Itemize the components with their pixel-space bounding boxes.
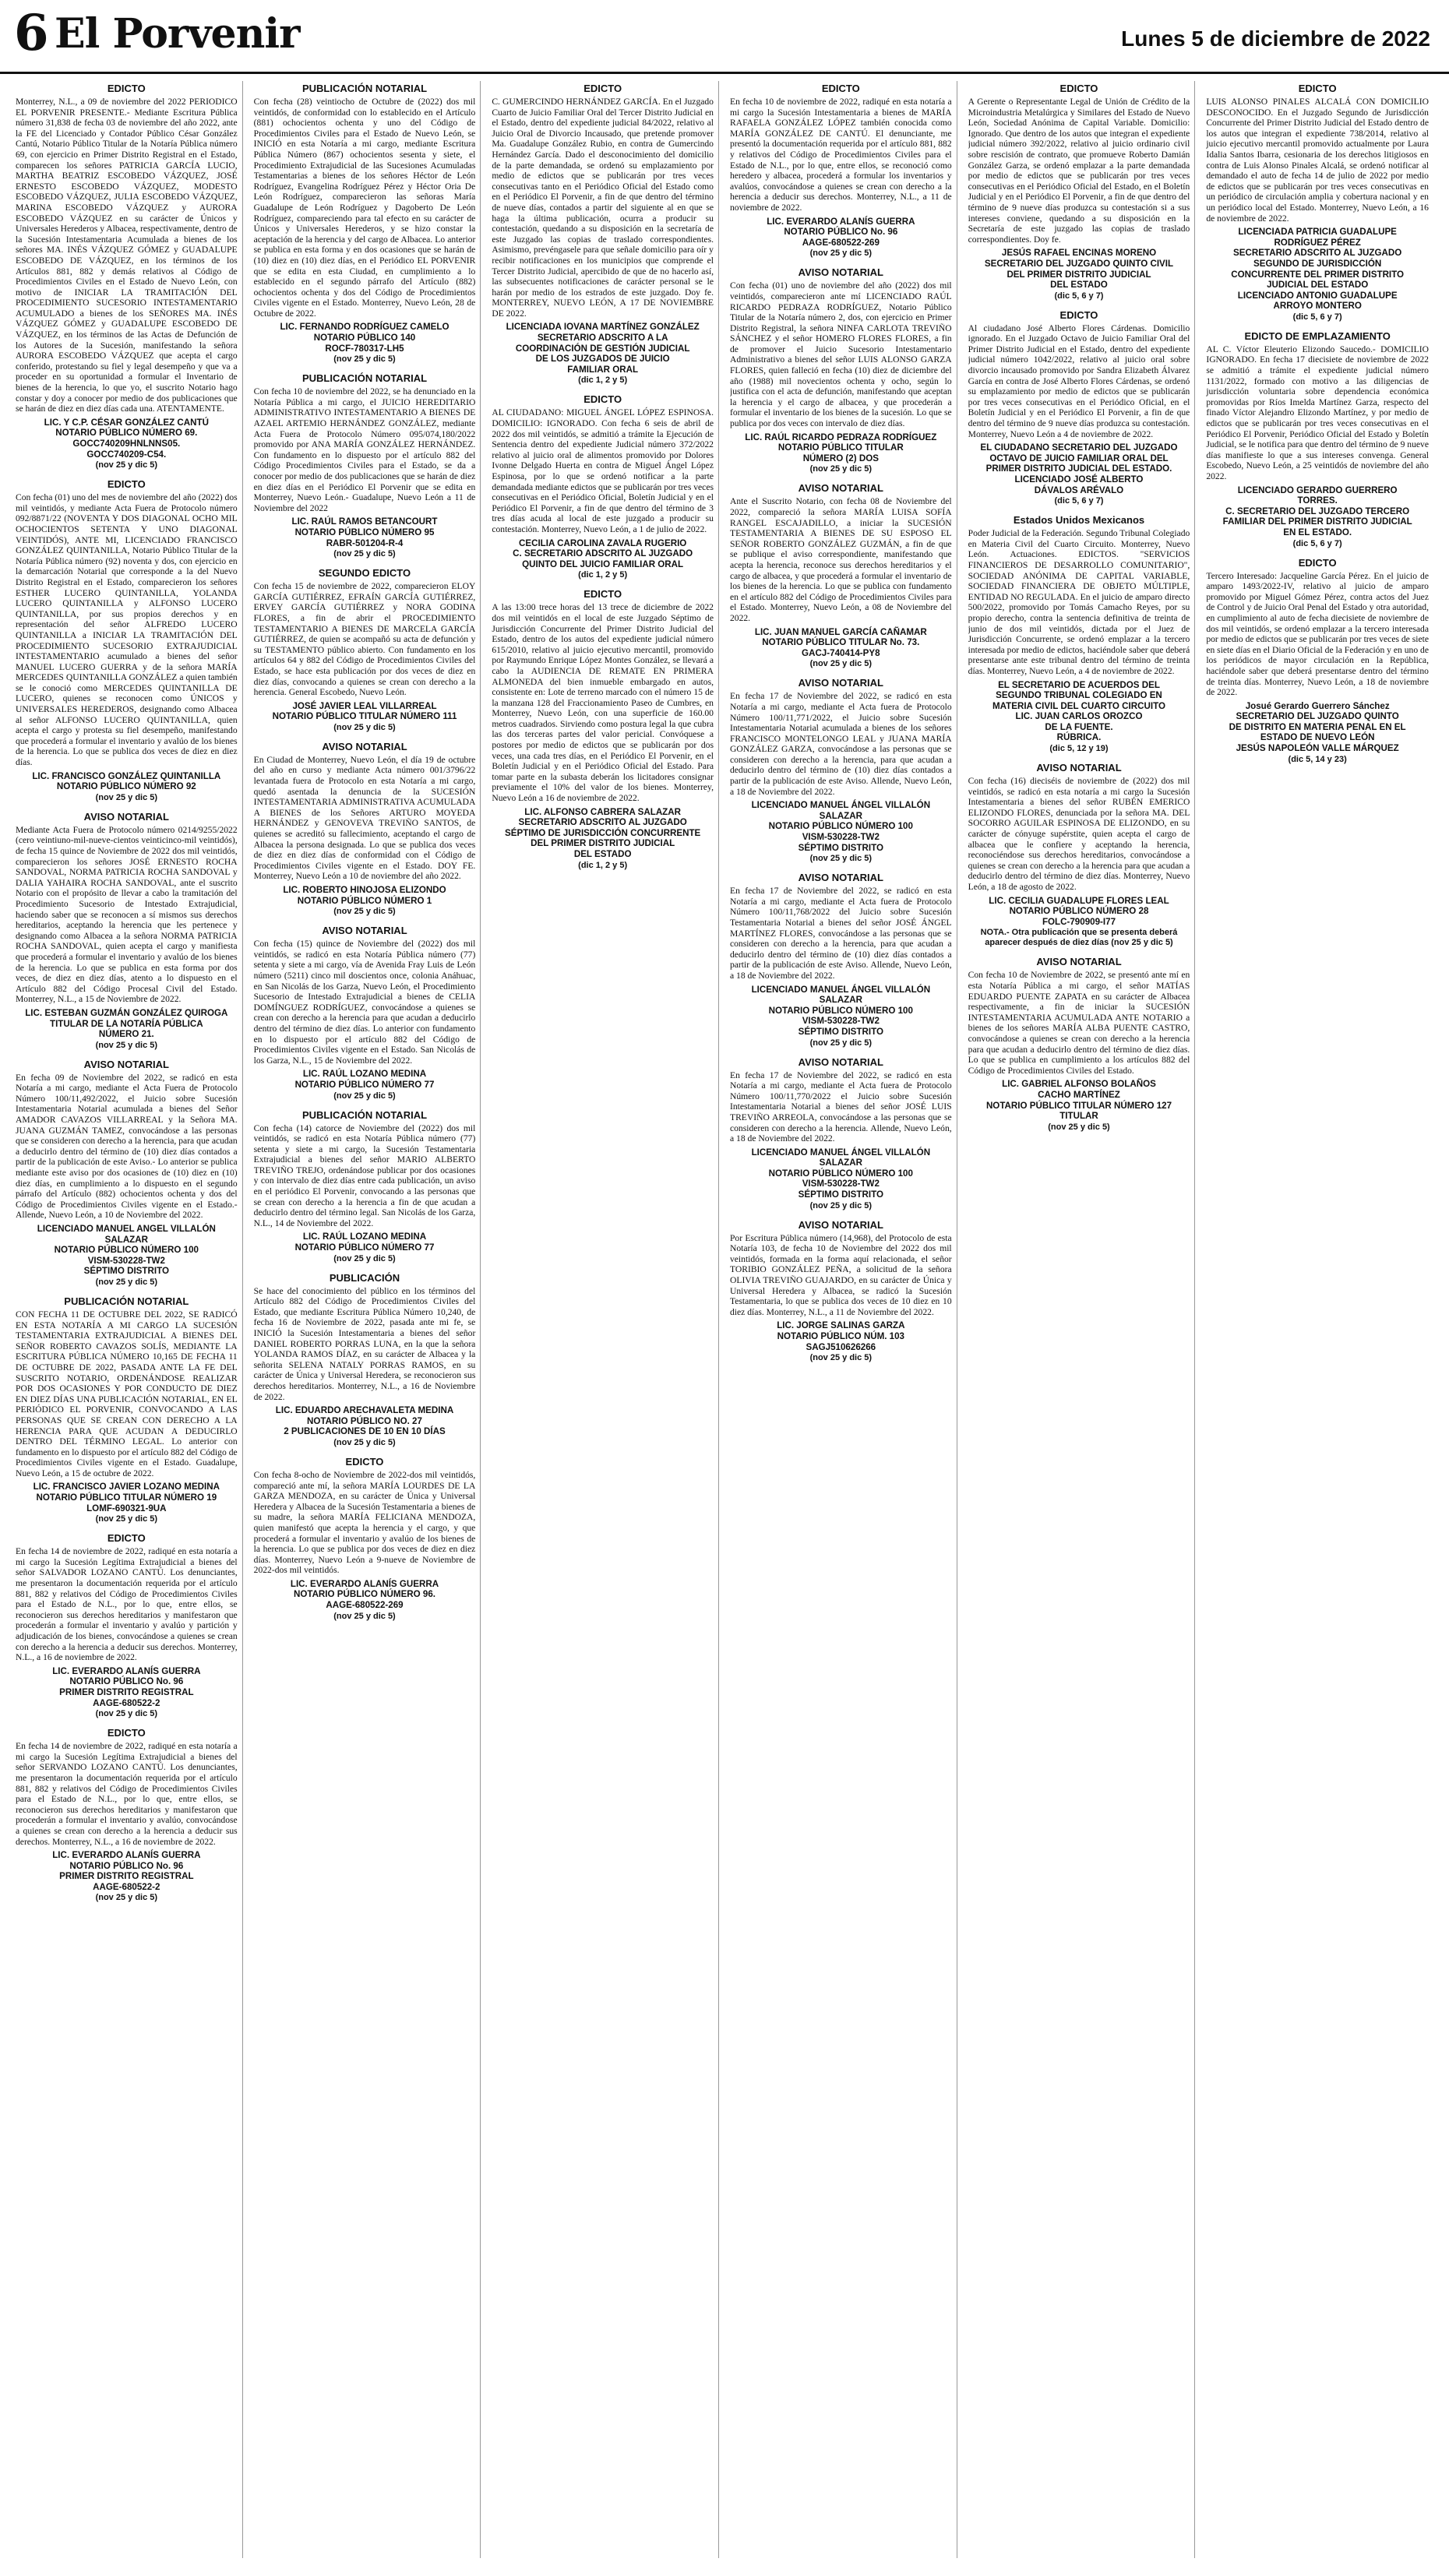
notice-signature: LICENCIADO MANUEL ANGEL VILLALÓN SALAZAR NOTARIO PÚBLICO NÚMERO 100 VISM-530228-TW2 SÉPTIMO DISTRITO [37,1224,216,1277]
notice-body: Con fecha 8-ocho de Noviembre de 2022-dos mil veintidós, compareció ante mí, la señora MARÍA LOURDES DE LA GARZA MENDOZA, en su carácter de Única y Universal Heredera y Albacea de la Sucesión Testamentaria a bienes de su madre, la señora MARÍA FELICIANA MENDOZA, quien manifestó que acepta la herencia y el cargo, y que procederá a formular el inventario y avalúo de los bienes de la herencia. Lo que se publica por dos veces de diez en diez días. Monterrey, Nuevo León a 9-nueve de Noviembre de 2022-dos mil veintidós. [253,1469,476,1576]
legal-notice [968,762,1190,948]
notice-signature: LICENCIADO MANUEL ÁNGEL VILLALÓN SALAZAR NOTARIO PÚBLICO NÚMERO 100 VISM-530228-TW2 SÉPTIMO DISTRITO [751,800,931,853]
notice-dates: (dic 5, 14 y 23) [1288,754,1347,764]
notice-body: En fecha 17 de Noviembre del 2022, se radicó en esta Notaría a mi cargo, mediante el Acta fuera de Protocolo Número 100/11,771/2022, el Juicio sobre Sucesión Intestamentaria Notarial acumulada a bienes de los señores FRANCISCO MONTELONGO LEAL y JUANA MARÍA GONZÁLEZ GARZA, convocándose a las personas que se consideren con derecho a la herencia, para que acudan a deducirlo dentro del término de (10) diez días contados a partir de la publicación de este Aviso. Allende, Nuevo León, a 18 de Noviembre del 2022. [729,691,952,797]
legal-notice [1206,330,1429,549]
notice-title: AVISO NOTARIAL [1036,762,1122,774]
notice-signature: LICENCIADO MANUEL ÁNGEL VILLALÓN SALAZAR NOTARIO PÚBLICO NÚMERO 100 VISM-530228-TW2 SÉPTIMO DISTRITO [751,984,931,1037]
notice-signature: EL SECRETARIO DE ACUERDOS DEL SEGUNDO TRIBUNAL COLEGIADO EN MATERIA CIVIL DEL CUARTO CIRCUITO LIC. JUAN CARLOS OROZCO DE LA FUENTE. RÚBRICA. [992,679,1165,743]
notice-signature: LIC. EDUARDO ARECHAVALETA MEDINA NOTARIO PÚBLICO NO. 27 2 PUBLICACIONES DE 10 EN 10 DÍAS [275,1405,454,1437]
notice-body: LUIS ALONSO PINALES ALCALÁ CON DOMICILIO DESCONOCIDO. En el Juzgado Segundo de Jurisdicción Concurrente del Primer Distrito Judicial del Estado dentro de los autos que integran el expediente 738/2014, relativo al juicio ejecutivo mercantil promovido actualmente por Laura Idalia Santos Ibarra, cesionaria de los derechos litigiosos en contra de Luis Alonso Pinales Alcalá, se ordenó notificar al demandado el auto de fecha 14 de julio de 2022 por medio de edictos que se publicarán por tres veces consecutivas en un periódico de circulación amplia y cobertura nacional y en un periódico local del Estado. Monterrey, Nuevo León, a 16 de noviembre de 2022. [1206,97,1429,224]
notice-title: PUBLICACIÓN NOTARIAL [301,83,428,94]
notice-dates: (dic 5, 6 y 7) [1054,291,1104,301]
notice-dates: (dic 5, 6 y 7) [1292,312,1342,322]
notice-title: Estados Unidos Mexicanos [1013,514,1145,527]
notice-column [968,81,1196,2558]
notice-title: EDICTO [107,1532,146,1545]
page-number: 6 [14,4,49,62]
legal-notice [730,872,952,1048]
notice-dates: (nov 25 y dic 5) [809,1353,873,1363]
notice-dates: (nov 25 y dic 5) [95,1514,158,1524]
notice-dates: (nov 25 y dic 5) [333,1437,396,1447]
notice-dates: (dic 1, 2 y 5) [578,570,628,580]
notice-signature: JESÚS RAFAEL ENCINAS MORENO SECRETARIO DEL JUZGADO QUINTO CIVIL DEL PRIMER DISTRITO JUDICIAL DEL ESTADO [984,248,1174,291]
notice-body: AL CIUDADANO: MIGUEL ÁNGEL LÓPEZ ESPINOSA. DOMICILIO: IGNORADO. Con fecha 6 seis de abril de 2022 dos mil veintidós, se admitió a trámite la Ejecución de Sentencia dentro del expediente Judicial número 372/2022 relativo al juicio oral de alimentos promovido por Dolores Ivonne Delgado Huerta en contra de Miguel Ángel López Espinosa, por lo que se ordenó notificar a la parte demandada mediante edictos que se publicarán por tres veces consecutivas en el Periódico Oficial, Boletín Judicial y en el Periódico El Porvenir, a fin de que dentro del término de 3 tres días acuda al local de este juzgado a producir su contestación. Monterrey, Nuevo León, a 1 de julio de 2022. [492,407,714,534]
notice-title: AVISO NOTARIAL [83,810,169,823]
notice-body: En fecha 14 de noviembre de 2022, radiqué en esta notaría a mi cargo la Sucesión Legítima Extrajudicial a bienes del señor SERVANDO LOZANO CANTÚ. Los denunciantes, me presentaron la documentación requerida por el artículo 881, 882 y relativos del Código de Procedimientos Civiles para el Estado de N.L., por lo que, entre ellos, se reconocieron sus derechos hereditarios y manifestaron que procederán a formular el inventario y avalúo, convocándose a quienes se crean con derecho a la herencia a deducir sus derechos. Monterrey, N.L., a 16 de noviembre de 2022. [16,1741,238,1847]
notice-signature: JOSÉ JAVIER LEAL VILLARREAL NOTARIO PÚBLICO TITULAR NÚMERO 111 [272,700,457,722]
notice-dates: (nov 25 y dic 5) [95,1893,158,1903]
notice-body: Con fecha 15 de noviembre de 2022, comparecieron ELOY GARCÍA GUTIÉRREZ, EFRAÍN GARCÍA GUTIÉRREZ, ERVEY GARCÍA GUTIÉRREZ y NORA GODINA FLORES, a fin de abrir el PROCEDIMIENTO TESTAMENTARIO A BIENES DE MARCELA GARCÍA GUTIÉRREZ, de quien se acompañó su acta de defunción y su TESTAMENTO público abierto. Con fundamento en los artículos 64 y 882 del Código de Procedimientos Civiles del Estado, se hace esta publicación por dos veces de diez en diez días, convocando a quienes se crean con derecho a la herencia. General Escobedo, Nuevo León. [253,581,476,698]
notice-title: AVISO NOTARIAL [798,1218,883,1231]
legal-notice [16,1059,238,1288]
notices-columns [16,81,1433,2558]
notice-title: EDICTO DE EMPLAZAMIENTO [1244,329,1391,342]
notice-signature: LIC. EVERARDO ALANÍS GUERRA NOTARIO PÚBLICO No. 96 PRIMER DISTRITO REGISTRAL AAGE-680522-2 [52,1850,201,1892]
notice-column [492,81,719,2558]
notice-dates: (nov 25 y dic 5) [809,1200,873,1210]
notice-body: En Ciudad de Monterrey, Nuevo León, el día 19 de octubre del año en curso y mediante Acta número 001/3796/22 levantada fuera de Protocolo en esta Notaría a mi cargo, quedó asentada la denuncia de la SUCESIÓN INTESTAMENTARIA ADMINISTRATIVA ACUMULADA A BIENES de los Señores ARTURO MOYEDA HERNÁNDEZ y GENOVEVA TREVIÑO SANTOS, de quienes se acreditó su fallecimiento, aceptando el cargo de Albacea la persona designada. Lo que se publica dos veces de diez en diez días de conformidad con el Código de Procedimientos Civiles vigente en el Estado. DOY FE. Monterrey, Nuevo León a 10 de noviembre del año 2022. [253,754,476,882]
notice-body: Con fecha (14) catorce de Noviembre del (2022) dos mil veintidós, se radicó en esta Notaría Pública número (77) setenta y siete a mi cargo, la Sucesión Testamentaria Extrajudicial a bienes del señor MARIO ALBERTO TREVIÑO TREJO, ordenándose publicar por dos ocasiones y con intervalo de diez días entre cada publicación, un aviso en el periódico El Porvenir, convocando a las personas que se crean con derecho a la herencia a fin de que acudan a deducirlo dentro del término legal. San Nicolás de los Garza, N.L., 14 de Noviembre del 2022. [253,1122,476,1228]
notice-signature: LIC. RAÚL LOZANO MEDINA NOTARIO PÚBLICO NÚMERO 77 [294,1232,435,1253]
legal-notice [730,266,952,474]
notice-title: EDICTO [345,1455,384,1468]
notice-dates: (dic 5, 6 y 7) [1292,538,1342,548]
legal-notice [254,567,476,733]
notice-dates: (nov 25 y dic 5) [809,464,873,474]
notice-title: EDICTO [107,1727,146,1739]
notice-body: En fecha 14 de noviembre de 2022, radiqué en esta notaría a mi cargo la Sucesión Legítima Extrajudicial a bienes del señor SALVADOR LOZANO CANTÚ. Los denunciantes, me presentaron la documentación requerida por el artículo 881, 882 y relativos del Código de Procedimientos Civiles para el Estado de N.L., por lo que, entre ellos, se reconocieron sus derechos hereditarios y manifestaron que procederán a formular el inventario y avalúo y partición y adjudicación de los bienes, convocándose a quienes se crean con derecho a la herencia a deducir sus derechos. Monterrey, N.L., a 16 de noviembre de 2022. [16,1546,238,1663]
legal-notice [730,1219,952,1364]
notice-signature: LICENCIADA PATRICIA GUADALUPE RODRÍGUEZ PÉREZ SECRETARIO ADSCRITO AL JUZGADO SEGUNDO DE JURISDICCIÓN CONCURRENTE DEL PRIMER DISTRITO JUDICIAL DEL ESTADO LICENCIADO ANTONIO GUADALUPE ARROYO MONTERO [1231,227,1405,312]
issue-date: Lunes 5 de diciembre de 2022 [1121,26,1430,51]
legal-notice [968,309,1190,507]
legal-notice [16,83,238,470]
notice-body: A Gerente o Representante Legal de Unión de Crédito de la Microindustria Metalúrgica y Similares del Estado de Nuevo León, Sociedad Anónima de Capital Variable. Domicilio: Ignorado. Que dentro de los autos que integran el expediente judicial número 392/2022, relativo al juicio ordinario civil sobre rescisión de contrato, que promueve Roberto Damián González Garza, se ordenó emplazar a la parte demandada por medio de edictos que se publicarán por tres veces consecutivas en el Periódico Oficial del Estado, en el Boletín Judicial y en el Periódico El Porvenir, a fin de que dentro del término de 9 nueve días produzca su contestación si a sus intereses conviene, quedando a su disposición en la Secretaría de este juzgado las copias de traslado correspondientes. Doy fe. [968,97,1190,245]
notice-signature: LIC. FRANCISCO JAVIER LOZANO MEDINA NOTARIO PÚBLICO TITULAR NÚMERO 19 LOMF-690321-9UA [33,1482,220,1514]
notice-title: AVISO NOTARIAL [798,482,883,495]
notice-title: EDICTO [1298,83,1337,94]
notice-body: Con fecha (28) veintiocho de Octubre de (2022) dos mil veintidós, de conformidad con lo establecido en el Artículo (881) ochocientos ochenta y uno del Código de Procedimientos Civiles para el Estado de Nuevo León, se INICIÓ en esta Notaría a mi cargo, mediante Escritura Pública Número (867) ochocientos sesenta y siete, el Procedimiento Extrajudicial de las Sucesiones Acumuladas Testamentarias a bienes de los señores Héctor de León Rodríguez, Evangelina Rodríguez Pérez y Héctor Oria De León Rodríguez, comparecieron las señoras María Guadalupe de León Rodríguez y Dagoberto De León Rodríguez, compareciendo para tal efecto en su carácter de Únicos y Universales Herederos, y se hizo constar la aceptación de la herencia y del cargo de Albacea. Lo anterior se publica en esta forma y en dos ocasiones que se harán de (10) diez en (10) diez días, en el Periódico EL PORVENIR que se edita en esta Ciudad, en cumplimiento a lo establecido en el segundo párrafo del Artículo (882) ochocientos ochenta y dos del Código de Procedimientos Civiles vigente en el Estado. Monterrey, Nuevo León, 28 de Octubre de 2022. [253,97,476,319]
notice-signature: LIC. EVERARDO ALANÍS GUERRA NOTARIO PÚBLICO No. 96 AAGE-680522-269 [767,216,915,248]
notice-signature: LICENCIADO GERARDO GUERRERO TORRES. C. SECRETARIO DEL JUZGADO TERCERO FAMILIAR DEL PRIMER DISTRITO JUDICIAL EN EL ESTADO. [1222,485,1412,537]
legal-notice [254,1456,476,1622]
notice-title: AVISO NOTARIAL [798,1055,883,1068]
notice-body: Con fecha (16) dieciséis de noviembre de (2022) dos mil veintidós, se radicó en esta notaría a mi cargo la Sucesión Intestamentaria a bienes del señor RUBÉN EMERICO ELIZONDO FLORES, denunciada por la señora MA. DEL SOCORRO AGUILAR ESPINOSA DE ELIZONDO, en su carácter de cónyuge supérstite, quien acepta el cargo de albacea que le confiere y aceptando la herencia, reconociéndose sus derechos hereditarios, convocándose a quienes se crean con derecho a la herencia para que acudan a deducirlo dentro del término de diez días. Monterrey, Nuevo León, a 18 de agosto de 2022. [968,776,1190,892]
legal-notice [1206,83,1429,322]
notice-dates: (nov 25 y dic 5) [95,1277,158,1287]
notice-body: CON FECHA 11 DE OCTUBRE DEL 2022, SE RADICÓ EN ESTA NOTARÍA A MI CARGO LA SUCESIÓN TESTAMENTARIA EXTRAJUDICIAL A BIENES DEL SEÑOR ROBERTO CAVAZOS SOLÍS, MEDIANTE LA ESCRITURA PÚBLICA NÚMERO 10,165 DE FECHA 11 DE OCTUBRE DE 2022, PASADA ANTE LA FE DEL SUSCRITO NOTARIO, ORDENÁNDOSE REALIZAR POR DOS OCASIONES Y POR CONDUCTO DE DIEZ EN DIEZ DÍAS UNA PUBLICACIÓN NOTARIAL, EN EL PERIÓDICO EL PORVENIR, CONVOCANDO A LAS PERSONAS QUE SE CREAN CON DERECHO A LA HERENCIA PARA QUE ACUDAN A DEDUCIRLO DENTRO DEL TÉRMINO LEGAL. Lo anterior con fundamento en lo dispuesto por el artículo 882 del Código de Procedimientos Civiles vigente en el Estado. Guadalupe, Nuevo León, a 15 de octubre de 2022. [16,1309,238,1478]
notice-column [1206,81,1433,2558]
notice-signature: LIC. ALFONSO CABRERA SALAZAR SECRETARIO ADSCRITO AL JUZGADO SÉPTIMO DE JURISDICCIÓN CONCURRENTE DEL PRIMER DISTRITO JUDICIAL DEL ESTADO [505,806,701,859]
notice-signature: CECILIA CAROLINA ZAVALA RUGERIO C. SECRETARIO ADSCRITO AL JUZGADO QUINTO DEL JUICIO FAMILIAR ORAL [513,537,693,569]
notice-dates: (nov 25 y dic 5) [95,792,158,802]
legal-notice [492,83,714,386]
notice-body: En fecha 10 de noviembre de 2022, radiqué en esta notaría a mi cargo la Sucesión Intestamentaria a bienes de MARÍA RAFAELA GONZÁLEZ LÓPEZ también conocida como MARÍA GONZÁLEZ DE CANTÚ. El denunciante, me presentó la documentación requerida por el artículo 881, 882 y relativos del Código de Procedimientos Civiles para el Estado de N.L., por lo que, entre ellos, se reconoció como heredero y albacea, procederá a formular los inventarios y avalúos, convocándose a quienes se crean con derecho a la herencia a deducir sus derechos. Monterrey, N.L., a 11 de noviembre de 2022. [729,97,952,213]
legal-notice [968,956,1190,1132]
notice-signature: LICENCIADA IOVANA MARTÍNEZ GONZÁLEZ SECRETARIO ADSCRITO A LA COORDINACIÓN DE GESTIÓN JUDICIAL DE LOS JUZGADOS DE JUICIO FAMILIAR ORAL [506,322,700,375]
notice-signature: LIC. FRANCISCO GONZÁLEZ QUINTANILLA NOTARIO PÚBLICO NÚMERO 92 [32,770,221,792]
notice-title: AVISO NOTARIAL [83,1058,169,1070]
notice-body: A las 13:00 trece horas del 13 trece de diciembre de 2022 dos mil veintidós en el local de este Juzgado Séptimo de Jurisdicción Concurrente del Primer Distrito Judicial del Estado, dentro de los autos del expediente judicial número 615/2010, relativo al juicio ejecutivo mercantil, promovido por Raymundo Enrique López Montes González, se llevará a cabo la AUDIENCIA DE REMATE EN PRIMERA ALMONEDA del bien inmueble embargado en autos, consistente en: Lote de terreno marcado con el número 15 de la manzana 128 del Fraccionamiento Paseo de Cumbres, en Monterrey, Nuevo León, con una superficie de 160.00 metros cuadrados. Sirviendo como postura legal la que cubra las dos terceras partes del valor pericial. Convóquese a postores por medio de edictos que se publicarán por dos veces, una cada tres días, en el Periódico El Porvenir, en el Boletín Judicial y en el Periódico Oficial del Estado. Para tomar parte en la subasta deberán los licitadores consignar previamente el 10% del valor de los bienes. Monterrey, Nuevo León a 16 de noviembre de 2022. [492,602,714,804]
notice-title: PUBLICACIÓN [329,1271,400,1284]
notice-dates: NOTA.- Otra publicación que se presenta deberá aparecer después de diez días (nov 25 y dic 5) [980,928,1178,948]
legal-notice [492,588,714,870]
notice-title: PUBLICACIÓN NOTARIAL [301,372,428,385]
notice-body: AL C. Víctor Eleuterio Elizondo Saucedo.- DOMICILIO IGNORADO. En fecha 17 diecisiete de noviembre de 2022 se admitió a trámite el expediente judicial número 1131/2022, formado con motivo a las diligencias de jurisdicción voluntaria sobre dependencia económica promovidas por Ríos Imelda Martínez Garza, respecto del finado Víctor Alejandro Elizondo Martínez, y por medio de edictos que se publicarán por tres veces consecutivas en el Periódico El Porvenir, Periódico Oficial del Estado y Boletín Judicial, se le notifica para que dentro del término de 9 nueve días manifieste lo que a sus intereses convenga. General Escobedo, Nuevo León, a 25 veintidós de noviembre del año 2022. [1206,344,1429,481]
notice-column [730,81,957,2558]
legal-notice [16,1295,238,1524]
notice-body: Con fecha (15) quince de Noviembre del (2022) dos mil veintidós, se radicó en esta Notaría Pública número (77) setenta y siete a mi cargo, vía de Avenida Fray Luis de León número (5211) cinco mil doscientos once, colonia Anáhuac, en San Nicolás de los Garza, Nuevo León, el Procedimiento Sucesorio de Intestado Extrajudicial a bienes de CELIA DOMÍNGUEZ RODRÍGUEZ, convocándose a quienes se crean con derecho a la herencia para que acudan a deducirlo dentro del término de diez días. Lo anterior con fundamento en lo dispuesto por el artículo 882 del Código de Procedimientos Civiles vigente en el Estado. San Nicolás de los Garza, N.L., 15 de Noviembre del 2022. [253,939,476,1066]
legal-notice [1206,557,1429,765]
notice-signature: LIC. EVERARDO ALANÍS GUERRA NOTARIO PÚBLICO No. 96 PRIMER DISTRITO REGISTRAL AAGE-680522-2 [52,1665,201,1708]
notice-signature: LIC. JUAN MANUEL GARCÍA CAÑAMAR NOTARIO PÚBLICO TITULAR No. 73. GACJ-740414-PY8 [754,626,927,658]
notice-body: En fecha 09 de Noviembre del 2022, se radicó en esta Notaría a mi cargo, mediante el Acta Fuera de Protocolo Número 100/11,492/2022, el Juicio sobre Sucesión Intestamentaria Notarial acumulada a bienes del Señor AMADOR CAVAZOS VILLARREAL y la Señora MA. JUANA GUZMÁN TAMEZ, convocándose a las personas que se consideren con derecho a la herencia, para que acudan a deducirlo dentro del término de (10) diez días contados a partir de la publicación de este Aviso.- Lo anterior se publica mediante este aviso por dos ocasiones de (10) diez en (10) diez días, en cumplimiento a lo dispuesto en el segundo párrafo del Artículo (882) ochocientos ochenta y dos del Código de Procedimientos Civiles vigente en el Estado.- Allende, Nuevo León, a 10 de Noviembre del 2022. [16,1072,238,1221]
notice-signature: Josué Gerardo Guerrero Sánchez SECRETARIO DEL JUZGADO QUINTO DE DISTRITO EN MATERIA PENAL EN EL ESTADO DE NUEVO LEÓN JESÚS NAPOLEÓN VALLE MÁRQUEZ [1229,700,1406,754]
notice-body: Con fecha 10 de Noviembre de 2022, se presentó ante mí en esta Notaría Pública a mi cargo, el señor MATÍAS EDUARDO PUENTE ZAPATA en su carácter de Albacea respectivamente, a fin de iniciar la SUCESIÓN INTESTAMENTARIA ACUMULADA ANTE NOTARIO a bienes de los señores MARÍA ALBA PUENTE CASTRO, convocándose a quienes se crean con derecho a la herencia para que acudan a deducirlo dentro del término de diez días. Lo que se publica en cumplimiento a los artículos 882 del Código de Procedimientos Civiles del Estado. [968,970,1190,1076]
notice-body: C. GUMERCINDO HERNÁNDEZ GARCÍA. En el Juzgado Cuarto de Juicio Familiar Oral del Tercer Distrito Judicial en el Estado, dentro del expediente judicial 84/2022, relativo al Juicio Oral de Divorcio Incausado, que pretende promover Ma. Guadalupe González Rubio, en contra de Gumercindo Hernández García. Dado el desconocimiento del domicilio de la parte demandada, se ordenó su emplazamiento por medio de edictos que se publicarán por tres veces consecutivas tanto en el Periódico Oficial del Estado como en el Periódico El Porvenir, a fin de que dentro del término de nueve días, contados a partir del siguiente al en que se haga la última publicación, ocurra a producir su contestación, quedando a su disposición en la secretaría de este Juzgado las copias de traslado correspondientes. Asimismo, prevéngasele para que señale domicilio para oír y recibir notificaciones en los municipios que comprende el Tercer Distrito Judicial, apercibido de que de no hacerlo así, las subsecuentes notificaciones de carácter personal se le harán por medio de los estrados de este juzgado. Doy fe. MONTERREY, NUEVO LEÓN, A 17 DE NOVIEMBRE DE 2022. [492,97,714,319]
legal-notice [492,393,714,580]
legal-notice [254,83,476,365]
notice-title: EDICTO [583,393,622,406]
notice-title: AVISO NOTARIAL [798,677,883,689]
legal-notice [16,811,238,1051]
notice-dates: (nov 25 y dic 5) [333,722,396,732]
notice-dates: (nov 25 y dic 5) [809,248,873,259]
notice-title: EDICTO [583,83,622,94]
notice-title: PUBLICACIÓN NOTARIAL [301,1108,428,1121]
legal-notice [730,1056,952,1211]
notice-body: En fecha 17 de Noviembre del 2022, se radicó en esta Notaría a mi cargo, mediante el Acta fuera de Protocolo Número 100/11,770/2022 el Juicio sobre Sucesión Intestamentaria Notarial a bienes del señor JOSÉ LUIS TREVIÑO ARREOLA, convocándose a las personas que se consideren con derecho a la herencia. Allende, Nuevo León, a 18 de Noviembre del 2022. [729,1070,952,1144]
notice-signature: LIC. ESTEBAN GUZMÁN GONZÁLEZ QUIROGA TITULAR DE LA NOTARÍA PÚBLICA NÚMERO 21. [25,1007,228,1040]
notice-body: Se hace del conocimiento del público en los términos del Artículo 882 del Código de Procedimientos Civiles del Estado, que mediante Escritura Pública Número 10,240, de fecha 16 de Noviembre de 2022, pasada ante mi fe, se INICIÓ la Sucesión Intestamentaria a bienes del señor DANIEL ROBERTO PORRAS LUNA, en la que la señora YOLANDA RAMOS DÍAZ, en su carácter de Albacea y la señorita SELENA NATALY PORRAS RAMOS, en su carácter de Única y Universal Heredera, se reconocieron sus derechos hereditarios. Monterrey, N.L., a 16 de Noviembre de 2022. [253,1285,476,1402]
notice-dates: (dic 5, 6 y 7) [1054,496,1104,506]
notice-dates: (dic 1, 2 y 5) [578,375,628,386]
notice-signature: LICENCIADO MANUEL ÁNGEL VILLALÓN SALAZAR NOTARIO PÚBLICO NÚMERO 100 VISM-530228-TW2 SÉPTIMO DISTRITO [751,1147,931,1200]
notice-title: SEGUNDO EDICTO [318,567,411,580]
notice-body: Al ciudadano José Alberto Flores Cárdenas. Domicilio ignorado. En el Juzgado Octavo de Juicio Familiar Oral del Primer Distrito Judicial en el Estado, dentro del expediente judicial número 1042/2022, relativo al juicio oral sobre divorcio incausado promovido por Sandra Elizabeth Álvarez García en contra de José Alberto Flores Cárdenas, se ordenó su emplazamiento por medio de edictos que se publicarán por tres veces consecutivas en el Periódico Oficial, en el Boletín Judicial y en el Periódico El Porvenir, a fin de que dentro del término de 9 nueve días produzca su contestación. Monterrey, Nuevo León a 4 de noviembre de 2022. [968,322,1190,439]
legal-notice [254,1109,476,1264]
notice-title: AVISO NOTARIAL [798,872,883,884]
legal-notice [968,83,1190,301]
notice-dates: (nov 25 y dic 5) [95,1709,158,1719]
notice-title: AVISO NOTARIAL [322,740,407,752]
notice-dates: (nov 25 y dic 5) [333,907,396,917]
notice-signature: LIC. RAÚL RAMOS BETANCOURT NOTARIO PÚBLICO NÚMERO 95 RABR-501204-R-4 [291,516,438,548]
legal-notice [16,1727,238,1903]
legal-notice [254,925,476,1101]
notice-signature: LIC. JORGE SALINAS GARZA NOTARIO PÚBLICO NÚM. 103 SAGJ510626266 [777,1320,905,1352]
legal-notice [730,677,952,864]
legal-notice [254,372,476,559]
notice-body: Monterrey, N.L., a 09 de noviembre del 2022 PERIODICO EL PORVENIR PRESENTE.- Mediante Escritura Pública número 31,838 de fecha 03 de noviembre del año 2022, ante la FE del Licenciado y Contador Público César González Cantú, Notario Público Titular de la Notaría Pública número 69, con ejercicio en Primer Distrito Registral en el Estado, comparecen los señores PATRICIA GARCÍA LUCIO, MARTHA BEATRIZ ESCOBEDO VÁZQUEZ, JOSÉ ERNESTO ESCOBEDO VÁZQUEZ, MODESTO ESCOBEDO VÁZQUEZ, JULIA ESCOBEDO VÁZQUEZ, MARINA ESCOBEDO VÁZQUEZ y AURORA ESCOBEDO VÁZQUEZ en su carácter de Únicos y Universales Herederos y Albacea, respectivamente, dentro de la Sucesión Intestamentaria Acumulada a bienes de los señores MA. INÉS VÁZQUEZ GÓMEZ y GUADALUPE ESCOBEDO DE VÁZQUEZ, en los términos de los Artículos 881, 882 y demás relativos al Código de Procedimientos Civiles en el Estado de Nuevo León, con motivo de INICIAR LA TRAMITACIÓN DEL PROCEDIMIENTO SUCESORIO INTESTAMENTARIO ACUMULADO a bienes de los SEÑORES MA. INÉS VÁZQUEZ GÓMEZ y GUADALUPE ESCOBEDO DE VÁZQUEZ, en los términos de las Actas de Defunción de los Autores de la Sucesión, manifestando la señora AURORA ESCOBEDO VÁZQUEZ que acepta el cargo conferido, protestando su fiel y legal desempeño y que va a proceder en su oportunidad a formular el Inventario de bienes de la herencia, lo que yo, el suscrito Notario hago constar y doy a conocer por medio de dos publicaciones que se harán de diez en diez días cada una. ATENTAMENTE. [16,97,238,414]
notice-dates: (nov 25 y dic 5) [333,1253,396,1263]
notice-title: AVISO NOTARIAL [322,925,407,937]
notice-dates: (nov 25 y dic 5) [809,854,873,864]
notice-dates: (nov 25 y dic 5) [809,1038,873,1048]
notice-signature: LIC. CECILIA GUADALUPE FLORES LEAL NOTARIO PÚBLICO NÚMERO 28 FOLC-790909-I77 [989,895,1169,927]
legal-notice [730,83,952,259]
notice-body: En fecha 17 de Noviembre del 2022, se radicó en esta Notaría a mi cargo, mediante el Acta fuera de Protocolo Número 100/11,768/2022 del Juicio sobre Sucesión Testamentaria Notarial a bienes del señor JOSÉ ÁNGEL MARTÍNEZ FLORES, convocándose a las personas que se consideren con derecho a la herencia, para que acudan a deducirlo dentro del término de (10) diez días contados a partir de la publicación de este Aviso. Allende, Nuevo León, a 18 de Noviembre del 2022. [729,886,952,981]
notice-signature: LIC. GABRIEL ALFONSO BOLAÑOS CACHO MARTÍNEZ NOTARIO PÚBLICO TITULAR NÚMERO 127 TITULAR [985,1079,1172,1122]
notice-dates: (nov 25 y dic 5) [333,1091,396,1101]
notice-body: Poder Judicial de la Federación. Segundo Tribunal Colegiado en Materia Civil del Cuarto Circuito. Monterrey, Nuevo León. Actuaciones. EDICTOS. "SERVICIOS FINANCIEROS DE DESARROLLO COMUNITARIO", SOCIEDAD ANÓNIMA DE CAPITAL VARIABLE, SOCIEDAD FINANCIERA DE OBJETO MÚLTIPLE, ENTIDAD NO REGULADA. En el juicio de amparo directo 500/2022, promovido por Tomás Camacho Reyes, por su propio derecho, contra la sentencia definitiva de treinta de junio de dos mil veintidós, dictada por el Juez de Jurisdicción Concurrente, se ordenó emplazar a la tercero interesada por medio de edictos, haciéndole saber que deberá presentarse ante este tribunal dentro del término de treinta días. Monterrey, Nuevo León, a 4 de noviembre de 2022. [968,528,1190,676]
newspaper-name: El Porvenir [55,10,300,58]
notice-body: Tercero Interesado: Jacqueline García Pérez. En el juicio de amparo 1493/2022-IV, relativo al juicio de amparo promovido por Miguel Gómez Pérez, contra actos del Juez de Control y de Juicio Oral Penal del Estado y otra autoridad, en cumplimiento al auto de fecha diecisiete de noviembre de dos mil veintidós, se ordenó emplazar a la tercero interesada por medio de edictos que se publicarán por tres veces de siete en siete días en el Diario Oficial de la Federación y en uno de los periódicos de mayor circulación en la República, haciéndole saber que deberá presentarse dentro del término de treinta días. Monterrey, Nuevo León, a 18 de noviembre de 2022. [1206,570,1429,698]
notice-dates: (nov 25 y dic 5) [333,354,396,365]
notice-body: Con fecha (01) uno de noviembre del año (2022) dos mil veintidós, comparecieron ante mí LICENCIADO RAÚL RICARDO PEDRAZA RODRÍGUEZ, Notario Público Titular de la Notaría número 2, dos, con ejercicio en Primer Distrito Registral, la señora NINFA CARLOTA TREVIÑO SÁNCHEZ y el señor HOMERO FLORES FLORES, a fin de promover el Juicio Sucesorio Intestamentario Administrativo a bienes del señor LUIS ALONSO GARZA FLORES, quien falleció en fecha (10) diez de diciembre del año (1988) mil novecientos ochenta y ocho, según lo justifica con el acta de defunción, manifestando que aceptan la herencia y el cargo de albacea, y que procederán a formular el inventario de los bienes de la sucesión. Lo que se publica por dos veces con intervalo de diez días. [729,280,952,429]
legal-notice [968,514,1190,754]
notice-dates: (nov 25 y dic 5) [809,659,873,669]
notice-dates: (nov 25 y dic 5) [1048,1122,1110,1132]
notice-dates: (nov 25 y dic 5) [333,1611,396,1621]
notice-title: AVISO NOTARIAL [1036,956,1122,968]
notice-dates: (dic 1, 2 y 5) [578,860,628,870]
notice-dates: (dic 5, 12 y 19) [1049,744,1109,754]
notice-signature: LIC. EVERARDO ALANÍS GUERRA NOTARIO PÚBLICO NÚMERO 96. AAGE-680522-269 [290,1578,439,1611]
notice-signature: LIC. RAÚL RICARDO PEDRAZA RODRÍGUEZ NOTARIO PÚBLICO TITULAR NÚMERO (2) DOS [745,432,937,463]
notice-body: Con fecha 10 de noviembre del 2022, se ha denunciado en la Notaría Pública a mi cargo, el JUICIO HEREDITARIO ADMINISTRATIVO INTESTAMENTARIO A BIENES DE AZAEL ARTEMIO HERNÁNDEZ GONZÁLEZ, mediante Acta Fuera de Protocolo Número 095/074,180/2022 promovido por ANA MARÍA GONZÁLEZ HERNÁNDEZ. Con fundamento en lo dispuesto por el artículo 882 del Código Procedimientos Civiles para el Estado, se da a conocer por medio de dos publicaciones que se harán de diez en diez días en el Periódico El Porvenir que se edita en Monterrey, Nuevo León.- Guadalupe, Nuevo León a 11 de Noviembre del 2022 [253,386,476,513]
notice-body: Por Escritura Pública número (14,968), del Protocolo de esta Notaría 103, de fecha 10 de Noviembre del 2022 dos mil veintidós, formada en la forma aquí relacionada, el señor TORIBIO GONZÁLEZ PEÑA, a solicitud de la señora OLIVIA TREVIÑO GUAJARDO, en su carácter de Única y Universal Heredera y Albacea, se radicó la Sucesión Testamentaria, lo que se publica dos veces de 10 diez en 10 diez días. Monterrey, N.L., a 11 de Noviembre del 2022. [729,1232,952,1317]
notice-signature: LIC. FERNANDO RODRÍGUEZ CAMELO NOTARIO PÚBLICO 140 ROCF-780317-LH5 [280,322,450,354]
notice-dates: (nov 25 y dic 5) [95,1040,158,1050]
notice-body: Con fecha (01) uno del mes de noviembre del año (2022) dos mil veintidós, y mediante Acta Fuera de Protocolo número 092/8871/22 (NOVENTA Y DOS DIAGONAL OCHO MIL OCHOCIENTOS SETENTA Y UNO DIAGONAL VEINTIDÓS), ANTE MI, LICENCIADO FRANCISCO GONZÁLEZ QUINTANILLA, Notario Público Titular de la Notaría Pública número (92) noventa y dos, con ejercicio en la demarcación Notarial que corresponde a la del Nuevo Distrito Registral en el Estado, comparecieron los señores ESTHER LUCERO QUINTANILLA, YOLANDA LUCERO QUINTANILLA y ALFONSO LUCERO QUINTANILLA, por sus propios derechos y en representación del señor ALFREDO LUCERO QUINTANILLA a INICIAR LA TRAMITACIÓN DEL PROCEDIMIENTO SUCESORIO EXTRAJUDICIAL INTESTAMENTARIO acumulado a bienes del señor MANUEL LUCERO GUERRA y de la señora MARÍA MERCEDES QUINTANILLA GONZÁLEZ a quien también se le conoció como MERCEDES QUINTANILLA DE LUCERO, quienes se reconocen como ÚNICOS y UNIVERSALES HEREDEROS, designando como Albacea al señor ALFONSO LUCERO QUINTANILLA, quien acepta el cargo y protesta su fiel desempeño, manifestando que procederá a formular el inventario y avalúo de los bienes de la herencia. Lo que se publica dos veces de diez en diez días. [16,492,238,768]
legal-notice [16,478,238,803]
notice-title: EDICTO [1298,556,1337,569]
notice-signature: EL CIUDADANO SECRETARIO DEL JUZGADO OCTAVO DE JUICIO FAMILIAR ORAL DEL PRIMER DISTRITO JUDICIAL DEL ESTADO. LICENCIADO JOSÉ ALBERTO DÁVALOS ARÉVALO [980,442,1178,495]
notice-column [254,81,481,2558]
notice-title: AVISO NOTARIAL [798,266,883,279]
notice-title: EDICTO [107,83,146,94]
legal-notice [254,1272,476,1448]
notice-body: Mediante Acta Fuera de Protocolo número 0214/9255/2022 (cero veintiuno-mil-nueve-cientos veinticinco-mil veintidós), de fecha 15 quince de Noviembre de 2022 dos mil veintidós, comparecieron los señores JOSÉ ERNESTO ROCHA SANDOVAL, NORMA PATRICIA ROCHA SANDOVAL y DALIA YAHAIRA ROCHA SANDOVAL, ante el suscrito Notario con el propósito de llevar a cabo la tramitación del Procedimiento Sucesorio de Intestado Extrajudicial, haciendo saber que se reconocen a sí mismos sus derechos hereditarios, aceptando la herencia que les pertenece y designando como Albacea a la señora NORMA PATRICIA ROCHA SANDOVAL, quien acepta el cargo y manifiesta que procederá a formular el inventario y avalúo de los bienes de la herencia. Lo que se publica en esta forma por dos veces, de diez en diez días, atento a lo dispuesto en el Artículo 882 del Código Procesal Civil del Estado. Monterrey, N.L., a 15 de Noviembre de 2022. [16,824,238,1005]
legal-notice [730,482,952,669]
notice-signature: LIC. Y C.P. CÉSAR GONZÁLEZ CANTÚ NOTARIO PÚBLICO NÚMERO 69. GOCC740209HNLNNS05. GOCC740209-C54. [44,417,209,460]
notice-body: Ante el Suscrito Notario, con fecha 08 de Noviembre del 2022, compareció la señora MARÍA LUISA SOFÍA RANGEL ESCAJADILLO, a iniciar la SUCESIÓN TESTAMENTARIA A BIENES DE SU ESPOSO EL SEÑOR ROBERTO GONZÁLEZ GUZMÁN, a fin de que se publique el aviso correspondiente, manifestando que acepta la herencia, reconoce sus derechos hereditarios y el cargo de albacea, y que procederá a formular el inventario de los bienes de la herencia. Lo que se publica con fundamento en el artículo 882 del Código de Procedimientos Civiles para el Estado. Monterrey, Nuevo León, a 08 de Noviembre del 2022. [729,496,952,623]
legal-notice [16,1532,238,1719]
legal-notice [254,741,476,917]
notice-title: EDICTO [821,83,860,94]
notice-column [16,81,243,2558]
notice-dates: (nov 25 y dic 5) [333,549,396,559]
notice-title: EDICTO [1059,308,1098,321]
notice-title: EDICTO [107,478,146,491]
notice-title: EDICTO [1059,83,1098,94]
notice-dates: (nov 25 y dic 5) [95,460,158,470]
notice-title: EDICTO [583,588,622,601]
notice-signature: LIC. RAÚL LOZANO MEDINA NOTARIO PÚBLICO NÚMERO 77 [294,1069,435,1090]
notice-signature: LIC. ROBERTO HINOJOSA ELIZONDO NOTARIO PÚBLICO NÚMERO 1 [283,885,446,906]
notice-title: PUBLICACIÓN NOTARIAL [64,1295,189,1307]
masthead [0,0,1449,74]
